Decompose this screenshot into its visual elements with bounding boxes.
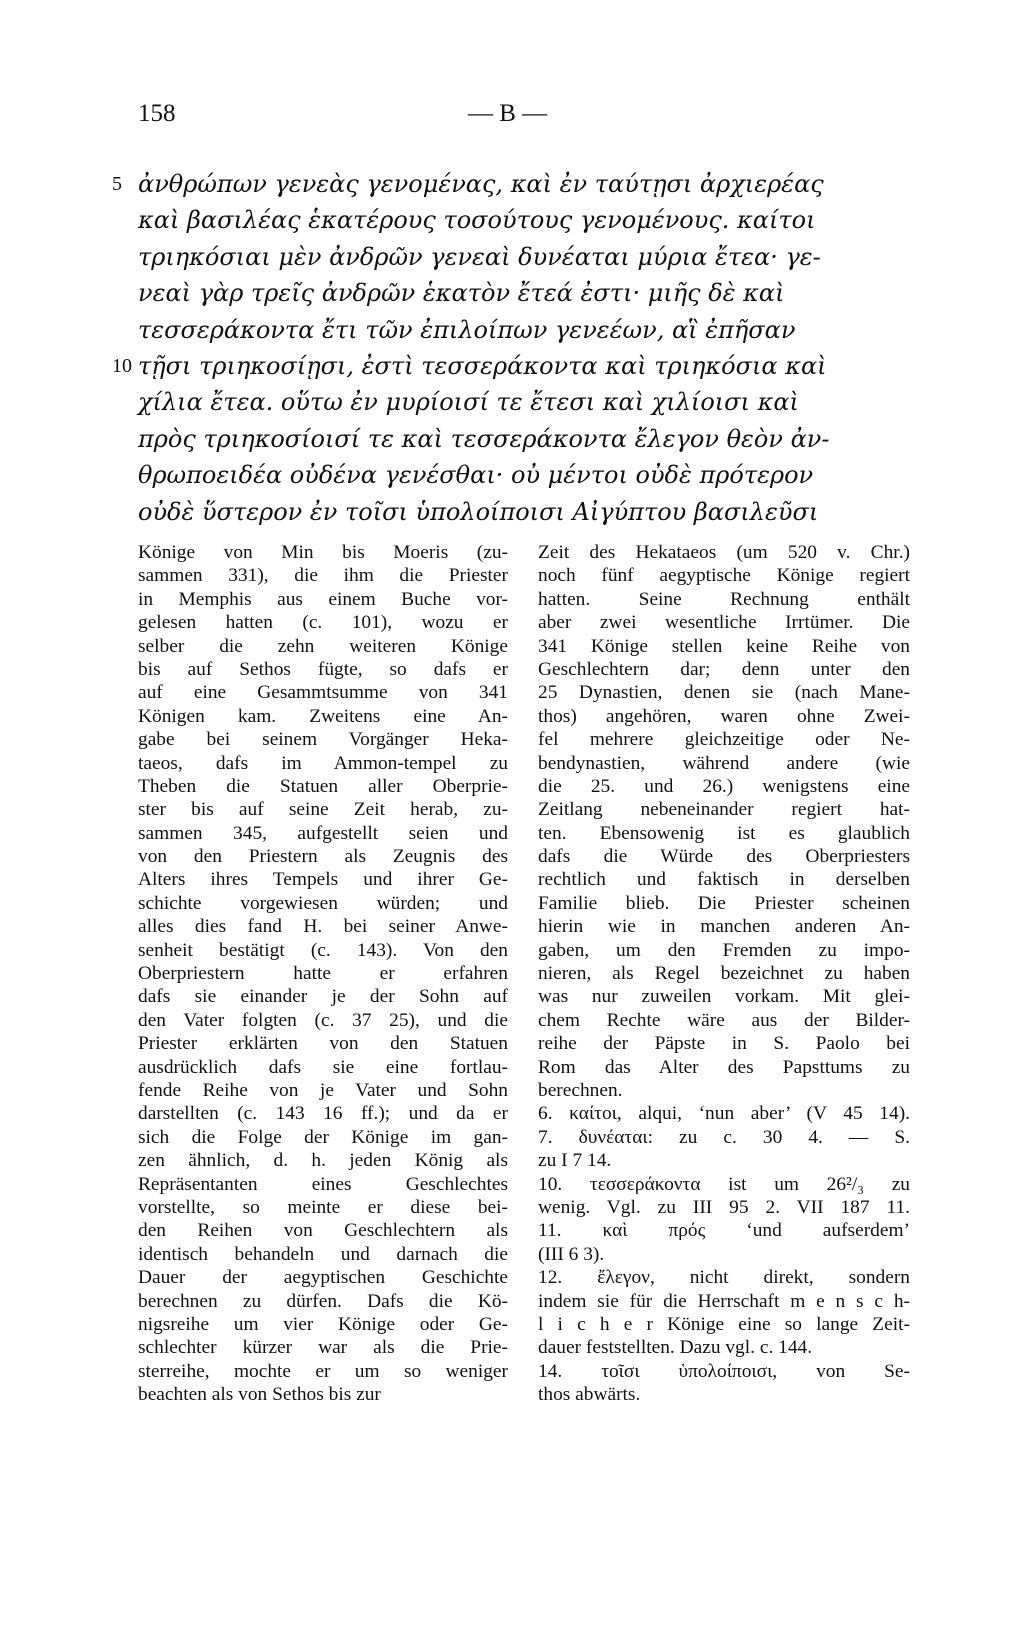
commentary-line: ten. Ebensowenig ist es glaublich [538,822,910,844]
greek-line [138,457,908,493]
commentary-line: zen ähnlich, d. h. jeden König als [138,1150,508,1172]
commentary-line: alles dies fand H. bei seiner Anwe- [138,916,508,938]
commentary-line: von den Priestern als Zeugnis des [138,846,508,868]
commentary-line: Oberpriestern hatte er erfahren [138,963,508,985]
running-head: — B — [468,100,548,127]
commentary-line: dafs sie einander je der Sohn auf [138,986,508,1008]
commentary-line: sich die Folge der Könige im gan- [138,1126,508,1148]
commentary-line: was nur zuweilen vorkam. Mit glei- [538,986,910,1008]
greek-line-text: ἀνθρώπων γενεὰς γενομένας, καὶ ἐν ταύτῃσι ἀρχιερέας [138,170,824,198]
page-header [138,100,898,136]
commentary-line: gaben, um den Fremden zu impo- [538,939,910,961]
line-number: 5 [112,173,122,195]
commentary-right-column [538,541,910,1406]
commentary-line: Dauer der aegyptischen Geschichte [138,1267,508,1289]
commentary-line: Zeit des Hekataeos (um 520 v. Chr.) [538,542,910,563]
greek-line [138,421,908,457]
greek-line-text: τεσσεράκοντα ἔτι τῶν ἐπιλοίπων γενεέων, αἳ ἐπῆσαν [138,315,796,344]
commentary-line: 25 Dynastien, denen sie (nach Mane- [538,682,910,704]
commentary-line: Repräsentanten eines Geschlechtes [138,1173,508,1195]
commentary-line: indem sie für die Herrschaft m e n s c h- [538,1290,910,1312]
commentary-line: Könige von Min bis Moeris (zu- [138,542,508,563]
greek-line-text: τῇσι τριηκοσίῃσι, ἐστὶ τεσσεράκοντα καὶ τριηκόσια καὶ [138,351,827,380]
commentary-line: berechnen. [538,1079,623,1101]
greek-line [112,166,908,202]
commentary-line: in Memphis aus einem Buche vor- [138,588,508,610]
commentary-line: ausdrücklich dafs sie eine fortlau- [138,1056,508,1078]
greek-line [138,202,908,238]
commentary-line: auf eine Gesammtsumme von 341 [138,682,508,704]
commentary-line: zu I 7 14. [538,1150,612,1172]
commentary-line: 14. τοῖσι ὑπολοίποισι, von Se- [538,1360,910,1382]
commentary-line: Geschlechtern dar; denn unter den [538,658,910,680]
greek-line [138,239,908,275]
commentary-line: taeos, dafs im Ammon-tempel zu [138,752,508,774]
commentary-line: vorstellte, so meinte er diese bei- [138,1196,508,1218]
commentary-line: Priester erklärten von den Statuen [138,1033,508,1055]
commentary-line: thos abwärts. [538,1384,641,1406]
commentary-line: dauer feststellten. Dazu vgl. c. 144. [538,1337,813,1359]
commentary-line: hierin wie in manchen anderen An- [538,916,910,938]
commentary-line: identisch behandeln und darnach die [138,1243,508,1265]
commentary-line: wenig. Vgl. zu III 95 2. VII 187 11. [538,1196,910,1218]
commentary-line: bis auf Sethos fügte, so dafs er [138,658,508,680]
commentary-line: den Reihen von Geschlechtern als [138,1220,508,1242]
commentary-line: gelesen hatten (c. 101), wozu er [138,612,508,634]
commentary-line: (III 6 3). [538,1243,605,1265]
commentary-line: thos) angehören, waren ohne Zwei- [538,705,910,727]
commentary-line: den Vater folgten (c. 37 25), und die [138,1009,508,1031]
greek-line-text: οὐδὲ ὕστερον ἐν τοῖσι ὑπολοίποισι Αἰγύπτου βασιλεῦσι [138,497,819,526]
commentary-line: chem Rechte wäre aus der Bilder- [538,1009,910,1031]
commentary-line: darstellten (c. 143 16 ff.); und da er [138,1103,508,1125]
commentary-line: l i c h e r Könige eine so lange Zeit- [538,1313,910,1335]
commentary-line: 6. καίτοι, alqui, ‘nun aber’ (V 45 14). [538,1103,910,1125]
commentary-line: bendynastien, während andere (wie [538,752,910,774]
commentary-line: 7. δυνέαται: zu c. 30 4. — S. [538,1126,910,1148]
greek-line-text: τριηκόσιαι μὲν ἀνδρῶν γενεαὶ δυνέαται μύρια ἔτεα· γε- [138,242,821,271]
commentary-left-column [138,541,508,1406]
commentary-line: senheit bestätigt (c. 143). Von den [138,939,508,961]
commentary-line: Zeitlang nebeneinander regiert hat- [538,799,910,821]
page-number: 158 [138,100,176,127]
commentary-line: 11. καὶ πρός ‘und aufserdem’ [538,1220,910,1242]
commentary-line: ster bis auf seine Zeit herab, zu- [138,799,508,821]
commentary-line: Rom das Alter des Papsttums zu [538,1056,910,1078]
commentary-line: Familie blieb. Die Priester scheinen [538,892,910,914]
greek-line-text: πρὸς τριηκοσίοισί τε καὶ τεσσεράκοντα ἔλεγον θεὸν ἀν- [138,424,830,453]
commentary-line: noch fünf aegyptische Könige regiert [538,565,910,587]
greek-line [138,275,908,311]
commentary-line: hatten. Seine Rechnung enthält [538,588,910,610]
line-number: 10 [112,354,132,377]
commentary-line: Königen kam. Zweitens eine An- [138,705,508,727]
commentary-line: 10. τεσσεράκοντα ist um 26²/₃ zu [538,1173,910,1195]
greek-text-block [112,166,908,530]
commentary-line: nieren, als Regel bezeichnet zu haben [538,963,910,985]
greek-line [138,384,908,420]
greek-line-text: καὶ βασιλέας ἑκατέρους τοσούτους γενομένους. καίτοι [138,206,816,235]
greek-line-text: χίλια ἔτεα. οὕτω ἐν μυρίοισί τε ἔτεσι καὶ χιλίοισι καὶ [138,388,799,417]
commentary-line: schlechter kürzer war als die Prie- [138,1337,508,1359]
greek-line [138,312,908,348]
commentary-line: fende Reihe von je Vater und Sohn [138,1079,508,1101]
commentary-line: sterreihe, mochte er um so weniger [138,1360,508,1382]
greek-line [138,494,908,530]
commentary-line: aber zwei wesentliche Irrtümer. Die [538,612,910,634]
commentary-line: reihe der Päpste in S. Paolo bei [538,1033,910,1055]
commentary-line: sammen 331), die ihm die Priester [138,565,508,587]
commentary-line: nigsreihe um vier Könige oder Ge- [138,1313,508,1335]
commentary-line: 12. ἔλεγον, nicht direkt, sondern [538,1267,910,1289]
commentary-line: beachten als von Sethos bis zur [138,1384,381,1406]
commentary-line: fel mehrere gleichzeitige oder Ne- [538,729,910,751]
commentary-line: rechtlich und faktisch in derselben [538,869,910,891]
greek-line-text: θρωποειδέα οὐδένα γενέσθαι· οὐ μέντοι οὐδὲ πρότερον [138,461,814,490]
commentary-line: Alters ihres Tempels und ihrer Ge- [138,869,508,891]
commentary-line: sammen 345, aufgestellt seien und [138,822,508,844]
commentary-line: Theben die Statuen aller Oberprie- [138,775,508,797]
commentary-line: schichte vorgewiesen würden; und [138,892,508,914]
commentary-line: 341 Könige stellen keine Reihe von [538,635,910,657]
commentary-line: selber die zehn weiteren Könige [138,635,508,657]
greek-line [112,348,908,384]
commentary-line: berechnen zu dürfen. Dafs die Kö- [138,1290,508,1312]
commentary-line: dafs die Würde des Oberpriesters [538,846,910,868]
commentary-line: die 25. und 26.) wenigstens eine [538,775,910,797]
commentary-line: gabe bei seinem Vorgänger Heka- [138,729,508,751]
greek-line-text: νεαὶ γὰρ τρεῖς ἀνδρῶν ἑκατὸν ἔτεά ἐστι· μιῆς δὲ καὶ [138,279,785,308]
